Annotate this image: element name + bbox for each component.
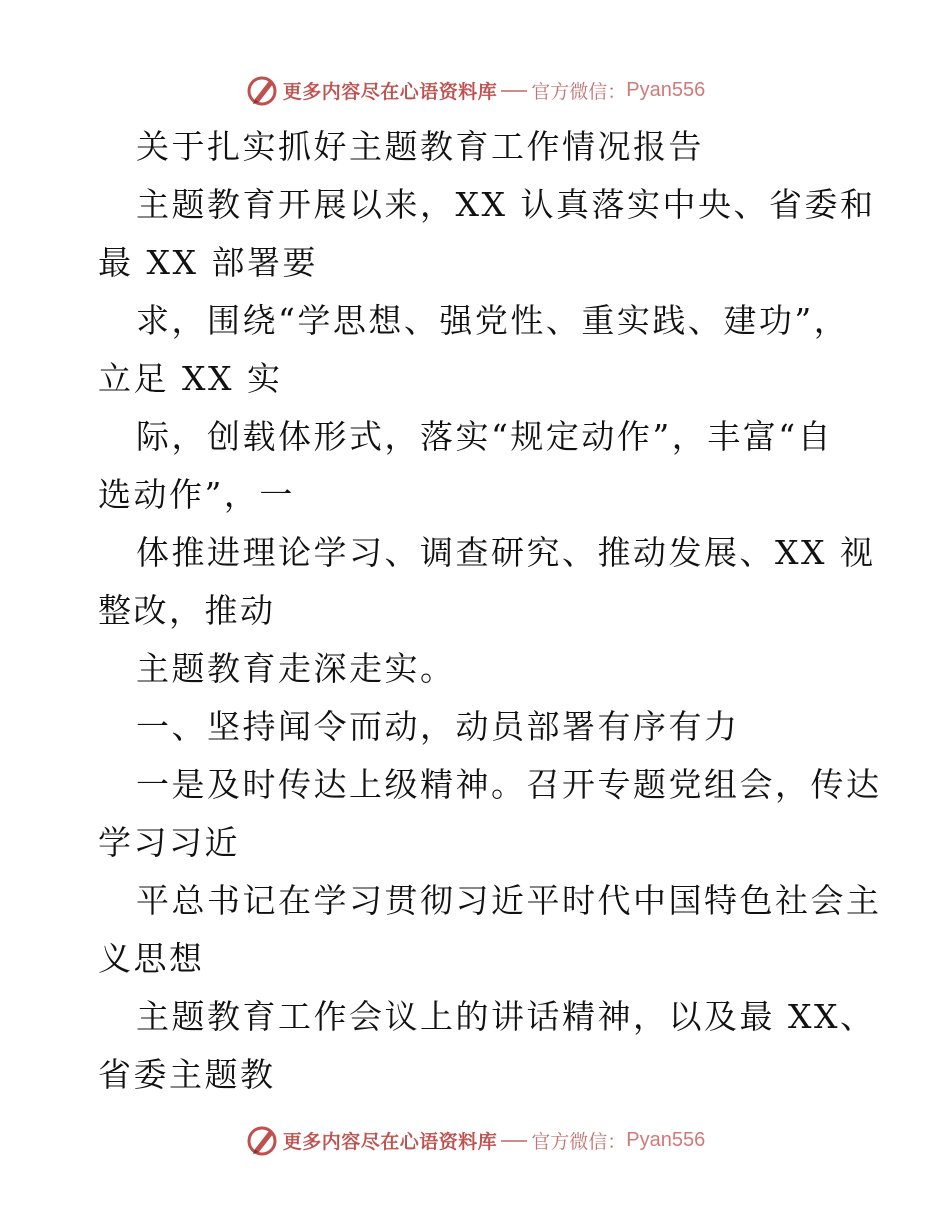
text-line: 选动作”，一 <box>98 475 295 514</box>
text-line: 主题教育工作会议上的讲话精神，以及最 XX、 <box>136 997 876 1036</box>
text-line: 求，围绕“学思想、强党性、重实践、建功”， <box>136 301 850 340</box>
banner-wechat-id: Pyan556 <box>626 1128 706 1151</box>
header-watermark <box>0 70 950 110</box>
text-line: 主题教育走深走实。 <box>136 649 456 688</box>
pen-logo-icon <box>245 73 279 107</box>
text-line: 平总书记在学习贯彻习近平时代中国特色社会主 <box>136 881 882 920</box>
pen-logo-icon <box>245 1123 279 1157</box>
banner-official-label: 官方微信： <box>531 1130 627 1153</box>
text-line: 立足 XX 实 <box>98 359 283 398</box>
banner-text: 更多内容尽在心语资料库 <box>282 80 498 103</box>
text-line: 关于扎实抓好主题教育工作情况报告 <box>136 127 704 166</box>
text-line: 一、坚持闻令而动，动员部署有序有力 <box>136 707 740 746</box>
text-line: 整改，推动 <box>98 591 276 630</box>
banner-wechat-id: Pyan556 <box>626 78 706 101</box>
text-line: 一是及时传达上级精神。召开专题党组会，传达 <box>136 765 882 804</box>
text-line: 学习习近 <box>98 823 240 862</box>
banner-dash <box>501 90 527 92</box>
text-line: 义思想 <box>98 939 205 978</box>
banner-dash <box>501 1140 527 1142</box>
text-line: 体推进理论学习、调查研究、推动发展、XX 视 <box>136 533 876 572</box>
document-body <box>98 118 882 1104</box>
banner-text: 更多内容尽在心语资料库 <box>282 1130 498 1153</box>
footer-watermark <box>0 1120 950 1160</box>
banner-official-label: 官方微信： <box>531 80 627 103</box>
text-line: 最 XX 部署要 <box>98 243 318 282</box>
text-line: 省委主题教 <box>98 1055 276 1094</box>
text-line: 际，创载体形式，落实“规定动作”，丰富“自 <box>136 417 834 456</box>
text-line: 主题教育开展以来，XX 认真落实中央、省委和 <box>136 185 876 224</box>
